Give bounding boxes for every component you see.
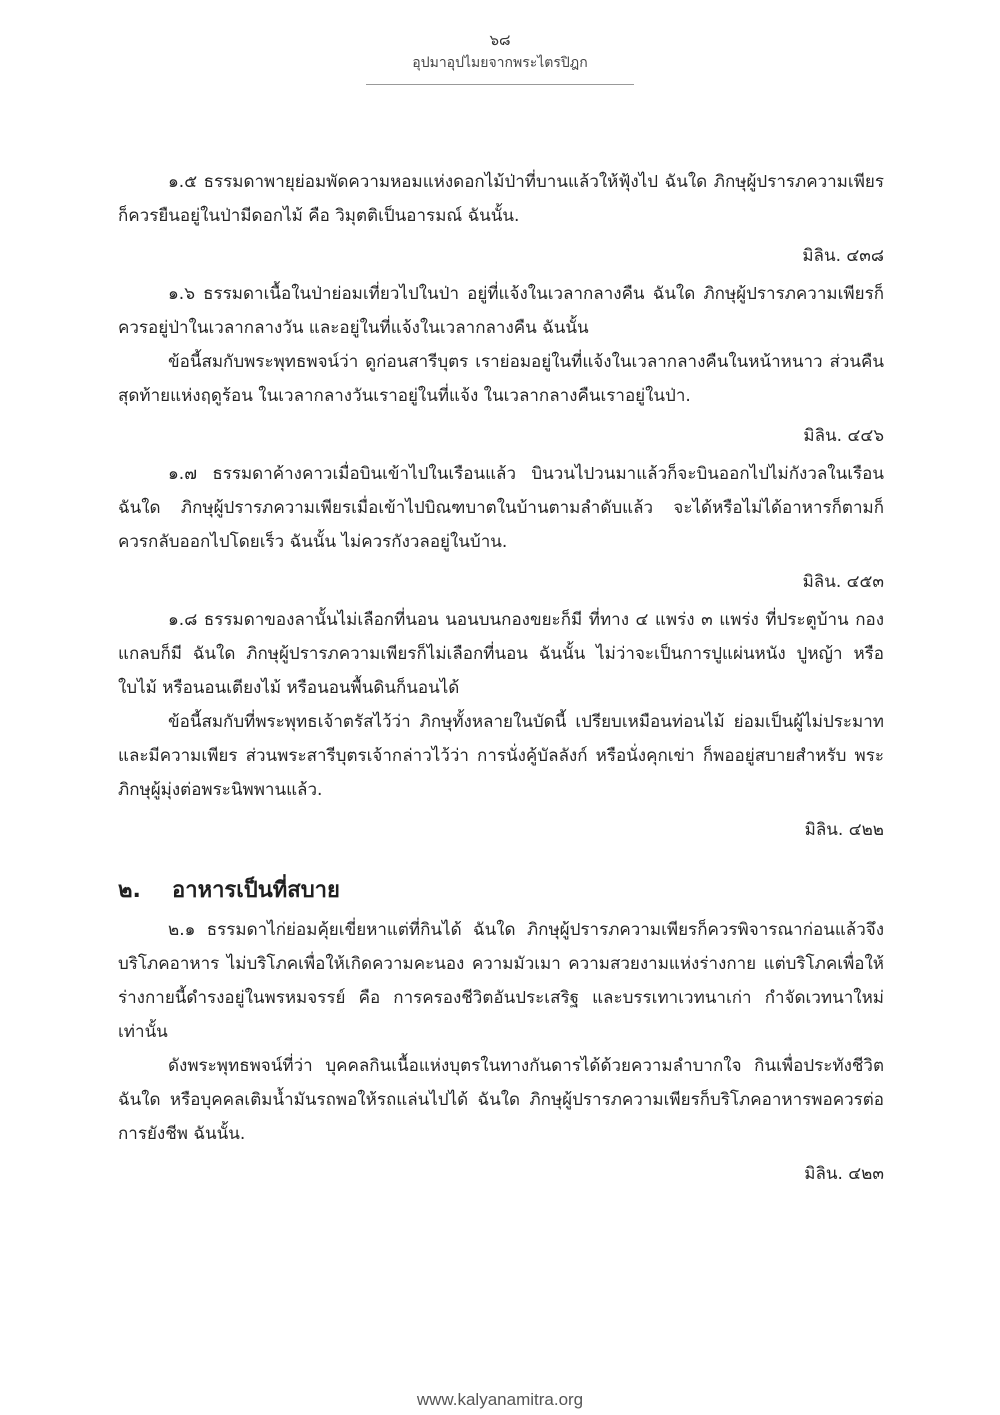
book-title: อุปมาอุปไมยจากพระไตรปิฎก [412,55,588,71]
page-header [0,30,1000,85]
paragraph-1-6: ๑.๖ ธรรมดาเนื้อในป่าย่อมเที่ยวไปในป่า อยู่ที่แจ้งในเวลากลางคืน ฉันใด ภิกษุผู้ปรารภความเพียรก็ควรอยู่ป่าในเวลากลางวัน และอยู่ในที่แจ้งในเวลากลางคืน ฉันนั้น [118,284,884,338]
page-body [118,165,884,1195]
header-divider [366,84,634,85]
reference-1-5: มิลิน. ๔๓๘ [802,246,884,266]
page-number: ๖๘ [489,31,511,49]
reference-1-8: มิลิน. ๔๒๒ [804,820,884,840]
paragraph-2-1: ๒.๑ ธรรมดาไก่ย่อมคุ้ยเขี่ยหาแต่ที่กินได้ ฉันใด ภิกษุผู้ปรารภความเพียรก็ควรพิจารณาก่อนแล้วจึงบริโภคอาหาร ไม่บริโภคเพื่อให้เกิดความคะนอง ความมัวเมา ความสวยงามแห่งร่างกาย แต่บริโภคเพื่อให้ร่างกายนี้ดำรงอยู่ในพรหมจรรย์ คือ การครองชีวิตอันประเสริฐ และบรรเทาเวทนาเก่า กำจัดเวทนาใหม่เท่านั้น [118,920,884,1042]
footer-url: www.kalyanamitra.org [416,1390,584,1409]
paragraph-1-8-note: ข้อนี้สมกับที่พระพุทธเจ้าตรัสไว้ว่า ภิกษุทั้งหลายในบัดนี้ เปรียบเหมือนท่อนไม้ ย่อมเป็นผู้ไม่ประมาท และมีความเพียร ส่วนพระสารีบุตรเจ้ากล่าวไว้ว่า การนั่งคู้บัลลังก์ หรือนั่งคุกเข่า ก็พออยู่สบายสำหรับ พระภิกษุผู้มุ่งต่อพระนิพพานแล้ว. [118,712,884,800]
paragraph-1-7: ๑.๗ ธรรมดาค้างคาวเมื่อบินเข้าไปในเรือนแล้ว บินวนไปวนมาแล้วก็จะบินออกไปไม่กังวลในเรือน ฉันใด ภิกษุผู้ปรารภความเพียรเมื่อเข้าไปบิณฑบาตในบ้านตามลำดับแล้ว จะได้หรือไม่ได้อาหารก็ตามก็ ควรกลับออกไปโดยเร็ว ฉันนั้น ไม่ควรกังวลอยู่ในบ้าน. [118,464,884,552]
paragraph-1-6-note: ข้อนี้สมกับพระพุทธพจน์ว่า ดูก่อนสารีบุตร เราย่อมอยู่ในที่แจ้งในเวลากลางคืนในหน้าหนาว ส่วนคืนสุดท้ายแห่งฤดูร้อน ในเวลากลางวันเราอยู่ในที่แจ้ง ในเวลากลางคืนเราอยู่ในป่า. [118,352,884,406]
section-number: ๒. [118,878,141,903]
reference-1-6: มิลิน. ๔๔๖ [803,426,884,446]
reference-1-7: มิลิน. ๔๕๓ [802,572,884,592]
section-title: อาหารเป็นที่สบาย [172,878,340,903]
paragraph-1-8: ๑.๘ ธรรมดาของลานั้นไม่เลือกที่นอน นอนบนกองขยะก็มี ที่ทาง ๔ แพร่ง ๓ แพร่ง ที่ประตูบ้าน กองแกลบก็มี ฉันใด ภิกษุผู้ปรารภความเพียรก็ไม่เลือกที่นอน ฉันนั้น ไม่ว่าจะเป็นการปูแผ่นหนัง ปูหญ้า หรือใบไม้ หรือนอนเตียงไม้ หรือนอนพื้นดินก็นอนได้ [118,610,884,698]
paragraph-2-1-note: ดังพระพุทธพจน์ที่ว่า บุคคลกินเนื้อแห่งบุตรในทางกันดารได้ด้วยความลำบากใจ กินเพื่อประทังชีวิต ฉันใด หรือบุคคลเติมน้ำมันรถพอให้รถแล่นไปได้ ฉันใด ภิกษุผู้ปรารภความเพียรก็บริโภคอาหารพอควรต่อการยังชีพ ฉันนั้น. [118,1056,884,1144]
section-heading-2 [118,873,884,909]
paragraph-1-5: ๑.๕ ธรรมดาพายุย่อมพัดความหอมแห่งดอกไม้ป่าที่บานแล้วให้ฟุ้งไป ฉันใด ภิกษุผู้ปรารภความเพียรก็ควรยืนอยู่ในป่ามีดอกไม้ คือ วิมุตติเป็นอารมณ์ ฉันนั้น. [118,172,884,226]
reference-2-1: มิลิน. ๔๒๓ [804,1164,884,1184]
